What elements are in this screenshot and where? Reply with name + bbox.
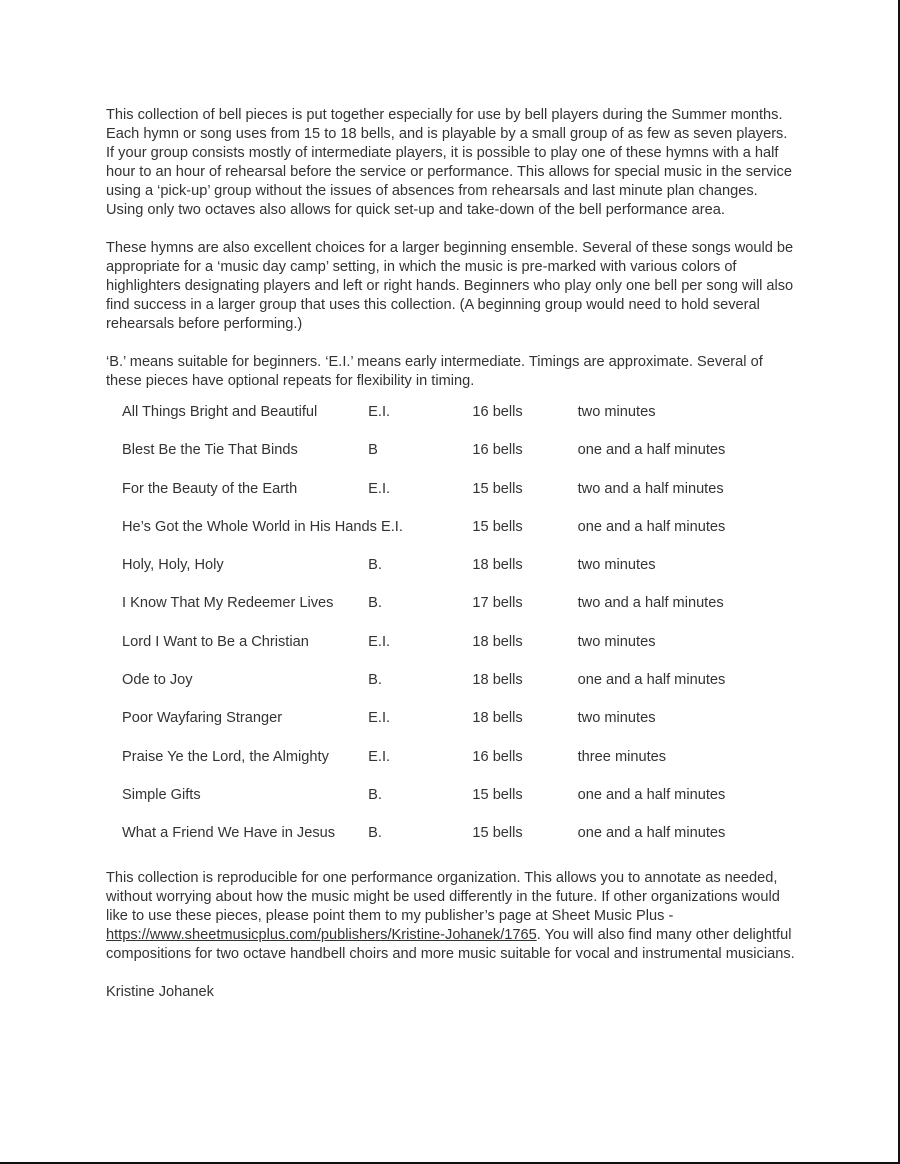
song-level: B.: [368, 825, 382, 842]
song-bells: 15 bells: [472, 480, 523, 497]
song-bells: 16 bells: [472, 442, 523, 459]
song-title: Simple Gifts: [122, 786, 201, 803]
intro-paragraph-2: These hymns are also excellent choices for a larger beginning ensemble. Several of these songs would be appropriate for a ‘music day camp’ setting, in which the music is pre-marked with various colors of highlighters designating players and left or right hands. Beginners who play only one bell per song will also find success in a larger group that uses this collection. (A beginning group would need to hold several rehearsals before performing.): [106, 240, 794, 332]
closing-text-before-link: This collection is reproducible for one performance organization. This allows you to annotate as needed, without worrying about how the music might be used differently in the future. If other organizations would like to use these pieces, please point them to my publisher’s page at Sheet Music Plus -: [106, 869, 780, 924]
song-bells: 18 bells: [472, 672, 523, 689]
song-level: E.I.: [368, 748, 391, 765]
song-table: [122, 403, 796, 863]
song-bells: 16 bells: [472, 404, 523, 420]
song-bells: 18 bells: [472, 710, 523, 727]
song-title: I Know That My Redeemer Lives: [122, 595, 334, 612]
song-bells: 17 bells: [472, 595, 523, 612]
song-time: two minutes: [577, 633, 656, 650]
intro-paragraph-1: This collection of bell pieces is put together especially for use by bell players during the Summer months. Each hymn or song uses from 15 to 18 bells, and is playable by a small group of as few as seven players. If your group consists mostly of intermediate players, it is possible to play one of these hymns with a half hour to an hour of rehearsal before the service or performance. This allows for special music in the service using a ‘pick-up’ group without the issues of absences from rehearsals and last minute plan changes. Using only two octaves also allows for quick set-up and take-down of the bell performance area.: [106, 107, 792, 218]
song-title: Holy, Holy, Holy: [122, 557, 224, 574]
song-bells: 16 bells: [472, 748, 523, 765]
song-title: For the Beauty of the Earth: [122, 480, 298, 497]
song-title: What a Friend We Have in Jesus: [122, 825, 336, 842]
table-row: [122, 441, 796, 479]
table-row: [122, 403, 796, 441]
song-time: two minutes: [577, 404, 656, 420]
closing-text-after-link: . You will also find many other delightful compositions for two octave handbell choirs and more music suitable for vocal and instrumental musicians.: [106, 926, 795, 962]
song-level: E.I.: [368, 710, 391, 727]
signature: Kristine Johanek: [106, 983, 214, 1000]
song-time: two minutes: [577, 557, 656, 574]
table-row: [122, 480, 796, 518]
song-level: B.: [368, 786, 382, 803]
song-time: one and a half minutes: [577, 786, 726, 803]
table-row: [122, 671, 796, 709]
song-time: two and a half minutes: [577, 480, 724, 497]
song-time: one and a half minutes: [577, 825, 726, 842]
song-title: Poor Wayfaring Stranger: [122, 710, 283, 727]
song-title: Praise Ye the Lord, the Almighty: [122, 748, 329, 765]
document-content: [106, 106, 796, 1021]
song-level: E.I.: [368, 480, 391, 497]
song-title: He’s Got the Whole World in His Hands E.I.: [122, 518, 403, 535]
intro-paragraph-3: ‘B.’ means suitable for beginners. ‘E.I.’ means early intermediate. Timings are approximate. Several of these pieces have optional repeats for flexibility in timing.: [106, 354, 763, 389]
song-bells: 15 bells: [472, 825, 523, 842]
song-time: two and a half minutes: [577, 595, 724, 612]
table-row: [122, 518, 796, 556]
table-row: [122, 824, 796, 862]
song-time: three minutes: [577, 748, 667, 765]
song-bells: 18 bells: [472, 557, 523, 574]
song-bells: 15 bells: [472, 518, 523, 535]
song-time: one and a half minutes: [577, 518, 726, 535]
song-time: two minutes: [577, 710, 656, 727]
song-level: E.I.: [368, 404, 391, 420]
song-level: B.: [368, 595, 382, 612]
song-bells: 15 bells: [472, 786, 523, 803]
song-level: B: [368, 442, 378, 459]
song-bells: 18 bells: [472, 633, 523, 650]
song-level: B.: [368, 557, 382, 574]
song-title: Ode to Joy: [122, 672, 193, 689]
song-title: Blest Be the Tie That Binds: [122, 442, 298, 459]
table-row: [122, 633, 796, 671]
table-row: [122, 786, 796, 824]
table-row: [122, 594, 796, 632]
song-level: E.I.: [368, 633, 391, 650]
closing-paragraph: [106, 869, 796, 964]
publisher-link[interactable]: https://www.sheetmusicplus.com/publishers/Kristine-Johanek/1765: [106, 926, 537, 943]
song-title: All Things Bright and Beautiful: [122, 404, 318, 420]
table-row: [122, 556, 796, 594]
table-row: [122, 709, 796, 747]
table-row: [122, 748, 796, 786]
song-time: one and a half minutes: [577, 442, 726, 459]
song-title: Lord I Want to Be a Christian: [122, 633, 309, 650]
song-time: one and a half minutes: [577, 672, 726, 689]
song-level: B.: [368, 672, 382, 689]
